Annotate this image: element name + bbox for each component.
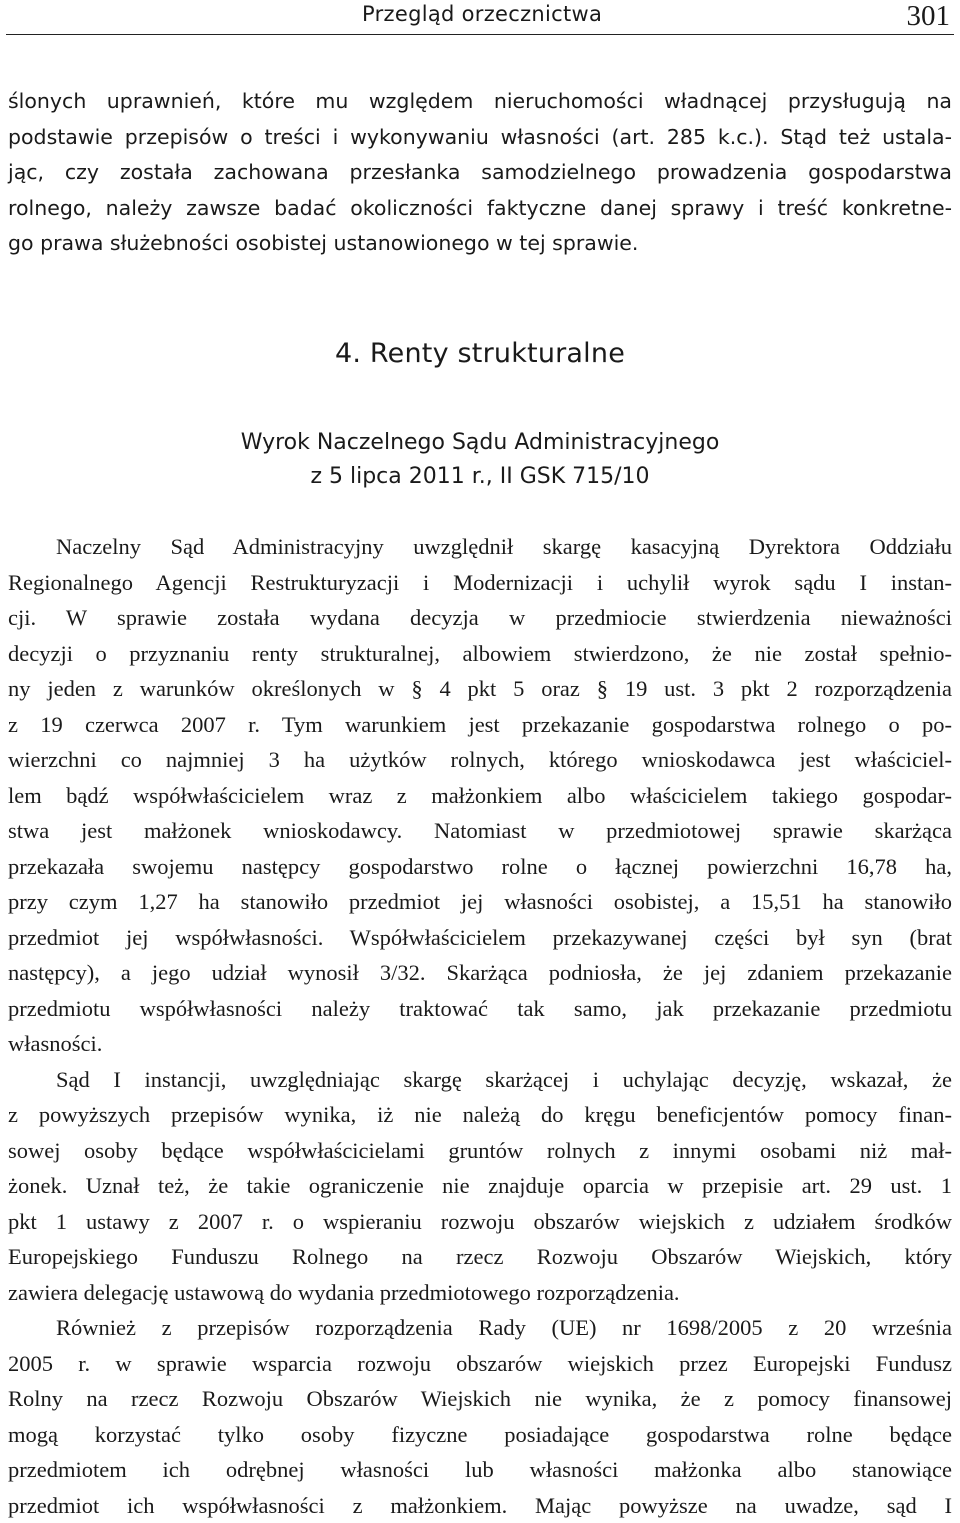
text-line: Regionalnego Agencji Restrukturyzacji i Modernizacji i uchylił wyrok sądu I instan-: [8, 565, 952, 601]
text-line: ślonych uprawnień, które mu względem nieruchomości władnącej przysługują na: [8, 84, 952, 120]
text-line: przedmiot ich współwłasności z małżonkiem. Mając powyższe na uwadze, sąd I: [8, 1488, 952, 1523]
header-rule: [6, 34, 954, 35]
text-line: rolnego, należy zawsze badać okoliczności faktyczne danej sprawy i treść konkretne-: [8, 191, 952, 227]
text-line: cji. W sprawie została wydana decyzja w przedmiocie stwierdzenia nieważności: [8, 600, 952, 636]
running-header: [0, 0, 960, 40]
text-line: przedmiot jej współwłasności. Współwłaścicielem przekazywanej części był syn (brat: [8, 920, 952, 956]
section-heading: 4. Renty strukturalne: [0, 338, 960, 369]
page-number: 301: [907, 0, 951, 33]
text-line: pkt 1 ustawy z 2007 r. o wspieraniu rozwoju obszarów wiejskich z udziałem środków: [8, 1204, 952, 1240]
text-line: przy czym 1,27 ha stanowiło przedmiot jej własności osobistej, a 15,51 ha stanowiło: [8, 884, 952, 920]
intro-paragraph: [8, 84, 952, 262]
text-line: z 19 czerwca 2007 r. Tym warunkiem jest przekazanie gospodarstwa rolnego o po-: [8, 707, 952, 743]
text-line: przekazała swojemu następcy gospodarstwo rolne o łącznej powierzchni 16,78 ha,: [8, 849, 952, 885]
text-line: własności.: [8, 1026, 952, 1062]
judgment-title-line: z 5 lipca 2011 r., II GSK 715/10: [0, 460, 960, 494]
judgment-title: [0, 426, 960, 494]
text-line: go prawa służebności osobistej ustanowionego w tej sprawie.: [8, 226, 952, 262]
judgment-body: [8, 529, 952, 1523]
text-line: z powyższych przepisów wynika, iż nie należą do kręgu beneficjentów pomocy finan-: [8, 1097, 952, 1133]
text-line: żonek. Uznał też, że takie ograniczenie nie znajduje oparcia w przepisie art. 29 ust. 1: [8, 1168, 952, 1204]
text-line: lem bądź współwłaścicielem wraz z małżonkiem albo właścicielem takiego gospodar-: [8, 778, 952, 814]
text-line: wierzchni co najmniej 3 ha użytków rolnych, którego wnioskodawca jest właściciel-: [8, 742, 952, 778]
text-line: mogą korzystać tylko osoby fizyczne posiadające gospodarstwa rolne będące: [8, 1417, 952, 1453]
text-line: sowej osoby będące współwłaścicielami gruntów rolnych z innymi osobami niż mał-: [8, 1133, 952, 1169]
text-line: Europejskiego Funduszu Rolnego na rzecz Rozwoju Obszarów Wiejskich, który: [8, 1239, 952, 1275]
text-line: stwa jest małżonek wnioskodawcy. Natomiast w przedmiotowej sprawie skarżąca: [8, 813, 952, 849]
text-line: podstawie przepisów o treści i wykonywaniu własności (art. 285 k.c.). Stąd też ustala-: [8, 120, 952, 156]
text-line: Sąd I instancji, uwzględniając skargę skarżącej i uchylając decyzję, wskazał, że: [8, 1062, 952, 1098]
text-line: Naczelny Sąd Administracyjny uwzględnił skargę kasacyjną Dyrektora Oddziału: [8, 529, 952, 565]
text-line: przedmiotu współwłasności należy traktować tak samo, jak przekazanie przedmiotu: [8, 991, 952, 1027]
text-line: 2005 r. w sprawie wsparcia rozwoju obszarów wiejskich przez Europejski Fundusz: [8, 1346, 952, 1382]
text-line: decyzji o przyznaniu renty strukturalnej, albowiem stwierdzono, że nie został spełnio-: [8, 636, 952, 672]
text-line: następcy), a jego udział wynosił 3/32. Skarżąca podniosła, że jej zdaniem przekazanie: [8, 955, 952, 991]
text-line: przedmiotem ich odrębnej własności lub własności małżonka albo stanowiące: [8, 1452, 952, 1488]
judgment-title-line: Wyrok Naczelnego Sądu Administracyjnego: [0, 426, 960, 460]
running-title: Przegląd orzecznictwa: [362, 2, 602, 26]
text-line: zawiera delegację ustawową do wydania przedmiotowego rozporządzenia.: [8, 1275, 952, 1311]
text-line: jąc, czy została zachowana przesłanka samodzielnego prowadzenia gospodarstwa: [8, 155, 952, 191]
text-line: Również z przepisów rozporządzenia Rady (UE) nr 1698/2005 z 20 września: [8, 1310, 952, 1346]
text-line: ny jeden z warunków określonych w § 4 pkt 5 oraz § 19 ust. 3 pkt 2 rozporządzenia: [8, 671, 952, 707]
text-line: Rolny na rzecz Rozwoju Obszarów Wiejskich nie wynika, że z pomocy finansowej: [8, 1381, 952, 1417]
